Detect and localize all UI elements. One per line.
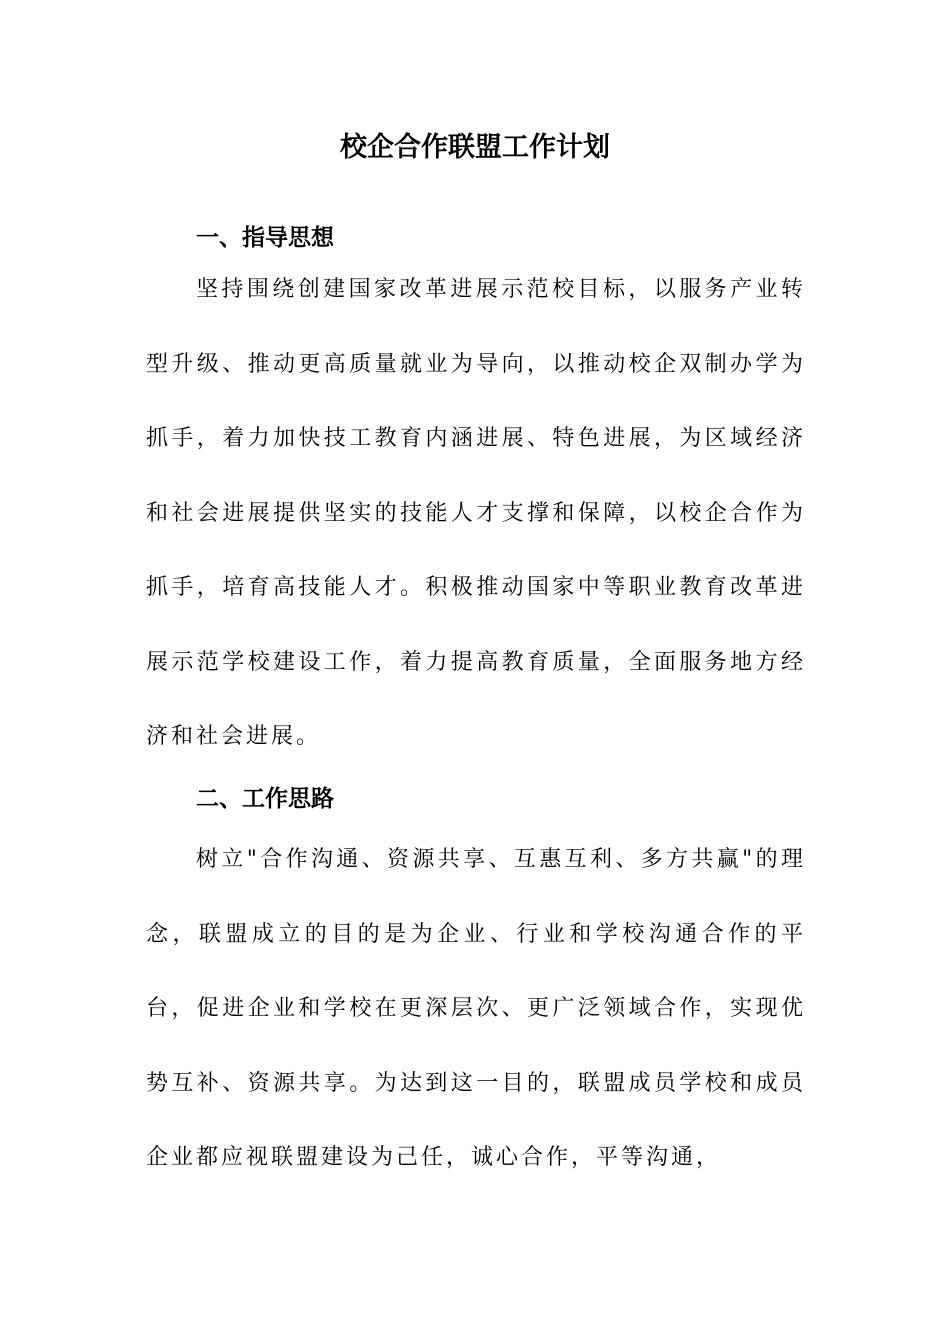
section-heading-guiding-ideology: 一、指导思想 [196, 225, 334, 251]
document-title: 校企合作联盟工作计划 [340, 132, 610, 163]
section-heading-work-approach: 二、工作思路 [196, 786, 334, 812]
section-paragraph-guiding-ideology: 坚持围绕创建国家改革进展示范校目标，以服务产业转型升级、推动更高质量就业为导向，以推动校企双制办学为抓手，着力加快技工教育内涵进展、特色进展，为区域经济和社会进展提供坚实的技能人才支撑和保障，以校企合作为抓手，培育高技能人才。积极推动国家中等职业教育改革进展示范学校建设工作，着力提高教育质量，全面服务地方经济和社会进展。 [146, 277, 806, 749]
section-paragraph-work-approach: 树立"合作沟通、资源共享、互惠互利、多方共赢"的理念，联盟成立的目的是为企业、行业和学校沟通合作的平台，促进企业和学校在更深层次、更广泛领域合作，实现优势互补、资源共享。为达到这一目的，联盟成员学校和成员企业都应视联盟建设为己任，诚心合作，平等沟通， [146, 847, 806, 1170]
